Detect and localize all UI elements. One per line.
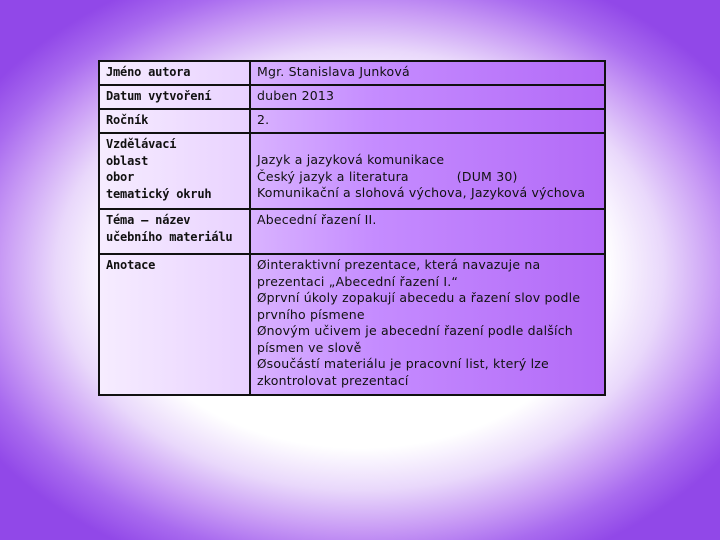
annotation-item-text: novým učivem je abecední řazení podle dalších písmen ve slově bbox=[257, 323, 573, 355]
date-label: Datum vytvoření bbox=[99, 85, 250, 109]
grade-value: 2. bbox=[250, 109, 605, 133]
author-value: Mgr. Stanislava Junková bbox=[250, 61, 605, 85]
topic-label bbox=[99, 209, 250, 254]
arrow-bullet-icon: Ø bbox=[257, 357, 267, 371]
arrow-bullet-icon: Ø bbox=[257, 291, 267, 305]
metadata-table bbox=[98, 60, 606, 396]
education-value-line: Jazyk a jazyková komunikace bbox=[257, 152, 445, 167]
education-subject: Český jazyk a literatura bbox=[257, 168, 409, 184]
education-label bbox=[99, 133, 250, 209]
annotation-label: Anotace bbox=[99, 254, 250, 395]
annotation-value bbox=[250, 254, 605, 395]
education-label-line: obor bbox=[106, 170, 135, 184]
education-label-line: Vzdělávací bbox=[106, 137, 177, 151]
grade-label: Ročník bbox=[99, 109, 250, 133]
annotation-item-text: součástí materiálu je pracovní list, který lze zkontrolovat prezentací bbox=[257, 356, 549, 388]
table-row-annotation bbox=[99, 254, 605, 395]
arrow-bullet-icon: Ø bbox=[257, 324, 267, 338]
annotation-item-text: první úkoly zopakují abecedu a řazení slov podle prvního písmene bbox=[257, 290, 581, 322]
date-value: duben 2013 bbox=[250, 85, 605, 109]
topic-label-line: učebního materiálu bbox=[106, 229, 233, 244]
annotation-item bbox=[257, 356, 600, 389]
annotation-item bbox=[257, 290, 600, 323]
education-label-line: tematický okruh bbox=[106, 186, 212, 201]
topic-value: Abecední řazení II. bbox=[250, 209, 605, 254]
table-row-grade bbox=[99, 109, 605, 133]
education-value-line: Komunikační a slohová výchova, Jazyková výchova bbox=[257, 185, 586, 200]
annotation-item bbox=[257, 323, 600, 356]
education-dum-code: (DUM 30) bbox=[456, 168, 518, 184]
arrow-bullet-icon: Ø bbox=[257, 258, 267, 272]
education-value-line bbox=[257, 169, 600, 186]
table-row-date bbox=[99, 85, 605, 109]
table-row-topic bbox=[99, 209, 605, 254]
author-label: Jméno autora bbox=[99, 61, 250, 85]
annotation-item bbox=[257, 257, 600, 290]
education-label-line: oblast bbox=[106, 153, 149, 168]
topic-label-line: Téma – název bbox=[106, 213, 191, 227]
table-row-education bbox=[99, 133, 605, 209]
education-value bbox=[250, 133, 605, 209]
table-row-author bbox=[99, 61, 605, 85]
annotation-item-text: interaktivní prezentace, která navazuje na prezentaci „Abecední řazení I.“ bbox=[257, 257, 541, 289]
